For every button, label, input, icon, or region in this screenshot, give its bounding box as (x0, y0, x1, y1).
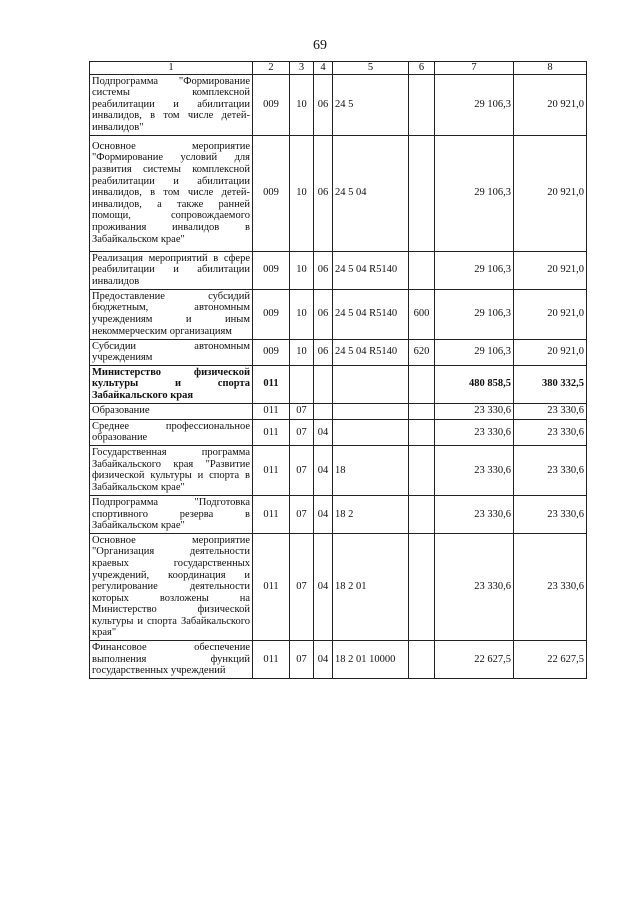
amount-cell: 23 330,6 (514, 419, 587, 445)
target-article-cell (333, 365, 409, 403)
ministry-code-cell: 009 (253, 289, 290, 339)
table-row (90, 641, 587, 679)
section-cell: 07 (290, 445, 314, 495)
ministry-code-cell: 011 (253, 403, 290, 419)
amount-cell: 20 921,0 (514, 135, 587, 251)
subsection-cell: 04 (314, 419, 333, 445)
table-header-row (90, 62, 587, 75)
ministry-code-cell: 011 (253, 495, 290, 533)
section-cell (290, 365, 314, 403)
subsection-cell (314, 365, 333, 403)
expense-type-cell (409, 403, 435, 419)
subsection-cell: 04 (314, 445, 333, 495)
amount-cell: 22 627,5 (435, 641, 514, 679)
expense-type-cell (409, 495, 435, 533)
amount-cell: 380 332,5 (514, 365, 587, 403)
expense-type-cell (409, 135, 435, 251)
column-header: 7 (435, 62, 514, 75)
item-name-cell: Государственная программа Забайкальского края "Развитие физической культуры и спорта в Забайкальском крае" (90, 445, 253, 495)
expense-type-cell (409, 251, 435, 289)
item-name-cell: Предоставление субсидий бюджетным, автономным учреждениям и иным некоммерческим организациям (90, 289, 253, 339)
target-article-cell: 18 2 01 (333, 533, 409, 640)
expense-type-cell: 620 (409, 339, 435, 365)
amount-cell: 20 921,0 (514, 74, 587, 135)
target-article-cell: 18 2 01 10000 (333, 641, 409, 679)
amount-cell: 29 106,3 (435, 74, 514, 135)
item-name-cell: Подпрограмма "Формирование системы комплексной реабилитации и абилитации инвалидов, в том числе детей-инвалидов" (90, 74, 253, 135)
item-name-cell: Реализация мероприятий в сфере реабилитации и абилитации инвалидов (90, 251, 253, 289)
table-row (90, 74, 587, 135)
amount-cell: 23 330,6 (514, 403, 587, 419)
item-name-cell: Основное мероприятие "Организация деятельности краевых государственных учреждений, координация и регулирование деятельности которых возложены на Министерство физической культуры и спорта Забайкальского края" (90, 533, 253, 640)
amount-cell: 23 330,6 (514, 533, 587, 640)
expense-type-cell (409, 74, 435, 135)
item-name-cell: Образование (90, 403, 253, 419)
amount-cell: 23 330,6 (435, 403, 514, 419)
subsection-cell: 06 (314, 251, 333, 289)
table-row (90, 339, 587, 365)
item-name-cell: Основное мероприятие "Формирование условий для развития системы комплексной реабилитации и абилитации инвалидов, в том числе детей-инвалидов, а также ранней помощи, сопровождаемого проживания инвалидов в Забайкальском крае" (90, 135, 253, 251)
expense-type-cell (409, 533, 435, 640)
table-body (90, 74, 587, 678)
expense-type-cell (409, 365, 435, 403)
target-article-cell: 24 5 04 (333, 135, 409, 251)
column-header: 4 (314, 62, 333, 75)
subsection-cell: 04 (314, 533, 333, 640)
column-header: 2 (253, 62, 290, 75)
item-name-cell: Субсидии автономным учреждениям (90, 339, 253, 365)
subsection-cell: 04 (314, 495, 333, 533)
table-row (90, 533, 587, 640)
page-number: 69 (313, 38, 327, 53)
section-cell: 07 (290, 419, 314, 445)
table-row (90, 403, 587, 419)
item-name-cell: Среднее профессиональное образование (90, 419, 253, 445)
section-cell: 10 (290, 74, 314, 135)
amount-cell: 20 921,0 (514, 289, 587, 339)
subsection-cell (314, 403, 333, 419)
amount-cell: 480 858,5 (435, 365, 514, 403)
section-cell: 10 (290, 339, 314, 365)
amount-cell: 20 921,0 (514, 251, 587, 289)
amount-cell: 23 330,6 (435, 419, 514, 445)
table-row (90, 365, 587, 403)
subsection-cell: 06 (314, 289, 333, 339)
ministry-code-cell: 009 (253, 339, 290, 365)
item-name-cell: Министерство физической культуры и спорта Забайкальского края (90, 365, 253, 403)
target-article-cell: 24 5 04 R5140 (333, 251, 409, 289)
amount-cell: 23 330,6 (514, 445, 587, 495)
expense-type-cell (409, 641, 435, 679)
expense-type-cell: 600 (409, 289, 435, 339)
amount-cell: 20 921,0 (514, 339, 587, 365)
section-cell: 07 (290, 403, 314, 419)
amount-cell: 23 330,6 (514, 495, 587, 533)
amount-cell: 29 106,3 (435, 135, 514, 251)
ministry-code-cell: 011 (253, 533, 290, 640)
target-article-cell (333, 419, 409, 445)
target-article-cell: 24 5 (333, 74, 409, 135)
column-header: 5 (333, 62, 409, 75)
table-row (90, 445, 587, 495)
table-row (90, 495, 587, 533)
section-cell: 10 (290, 135, 314, 251)
table-row (90, 135, 587, 251)
item-name-cell: Финансовое обеспечение выполнения функций государственных учреждений (90, 641, 253, 679)
target-article-cell: 24 5 04 R5140 (333, 339, 409, 365)
amount-cell: 29 106,3 (435, 339, 514, 365)
amount-cell: 22 627,5 (514, 641, 587, 679)
expense-type-cell (409, 419, 435, 445)
item-name-cell: Подпрограмма "Подготовка спортивного резерва в Забайкальском крае" (90, 495, 253, 533)
subsection-cell: 04 (314, 641, 333, 679)
section-cell: 07 (290, 533, 314, 640)
ministry-code-cell: 011 (253, 365, 290, 403)
amount-cell: 23 330,6 (435, 533, 514, 640)
section-cell: 07 (290, 495, 314, 533)
amount-cell: 29 106,3 (435, 289, 514, 339)
target-article-cell (333, 403, 409, 419)
expense-type-cell (409, 445, 435, 495)
target-article-cell: 18 (333, 445, 409, 495)
ministry-code-cell: 011 (253, 445, 290, 495)
column-header: 8 (514, 62, 587, 75)
column-header: 6 (409, 62, 435, 75)
target-article-cell: 18 2 (333, 495, 409, 533)
table-row (90, 289, 587, 339)
section-cell: 10 (290, 251, 314, 289)
subsection-cell: 06 (314, 339, 333, 365)
subsection-cell: 06 (314, 135, 333, 251)
table-row (90, 251, 587, 289)
ministry-code-cell: 009 (253, 251, 290, 289)
ministry-code-cell: 009 (253, 74, 290, 135)
budget-table (89, 61, 587, 679)
subsection-cell: 06 (314, 74, 333, 135)
section-cell: 07 (290, 641, 314, 679)
ministry-code-cell: 011 (253, 419, 290, 445)
column-header: 3 (290, 62, 314, 75)
amount-cell: 23 330,6 (435, 445, 514, 495)
amount-cell: 23 330,6 (435, 495, 514, 533)
target-article-cell: 24 5 04 R5140 (333, 289, 409, 339)
ministry-code-cell: 009 (253, 135, 290, 251)
section-cell: 10 (290, 289, 314, 339)
ministry-code-cell: 011 (253, 641, 290, 679)
amount-cell: 29 106,3 (435, 251, 514, 289)
table-row (90, 419, 587, 445)
column-header: 1 (90, 62, 253, 75)
